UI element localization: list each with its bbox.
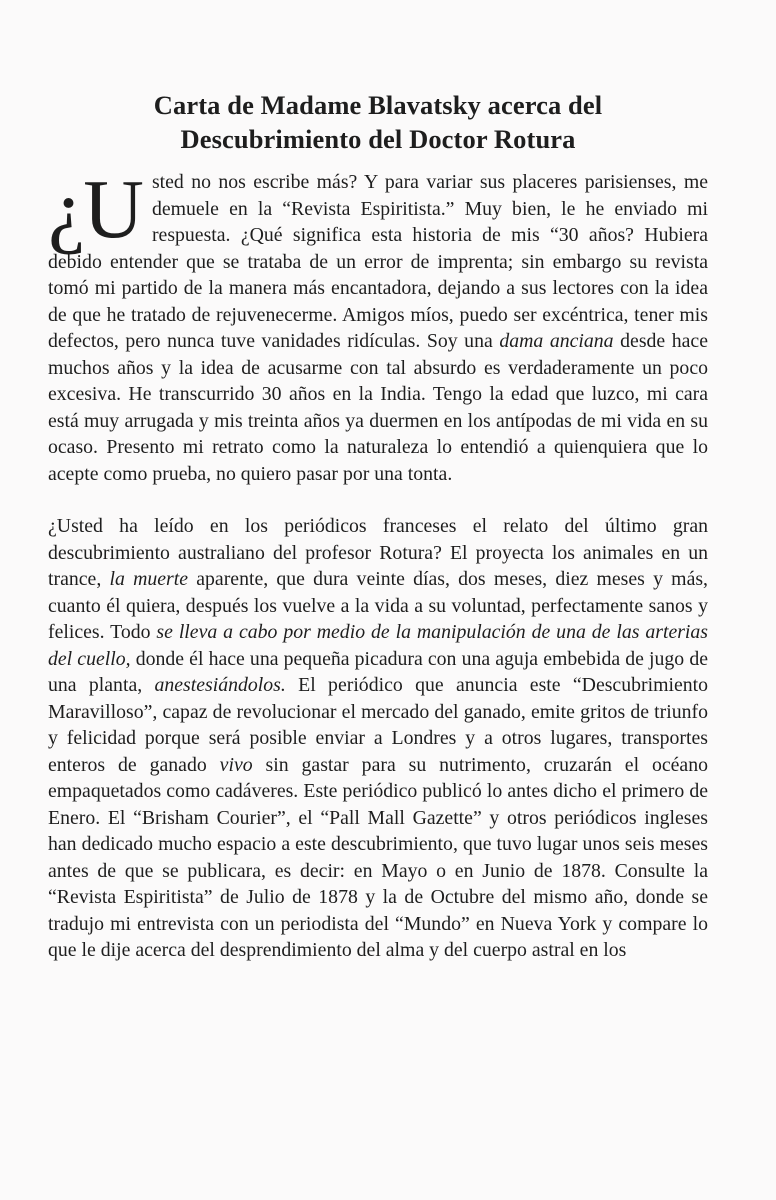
paragraph-2-text-5: sin gastar para su nutrimento, cruzarán el océano empaquetados como cadáveres. Este periódico publicó lo antes dicho el primero de Enero. El “Brisham Courier”, el “Pall Mall Gazette” y otros periódicos ingleses han dedicado mucho espacio a este descubrimiento, que tuvo lugar unos seis meses antes de que se publicara, es decir: en Mayo o en Junio de 1878. Consulte la “Revista Espiritista” de Julio de 1878 y la de Octubre del mismo año, donde se tradujo mi entrevista con un periodista del “Mundo” en Nueva York y compare lo que le dije acerca del desprendimiento del alma y del cuerpo astral en los (48, 753, 708, 961)
paragraph-2-text-3: donde él hace una pequeña picadura con una aguja embebida de jugo de una planta, (48, 647, 708, 696)
page-title (48, 88, 708, 156)
paragraph-1-text-2: desde hace muchos años y la idea de acusarme con tal absurdo es verdaderamente un poco excesiva. He transcurrido 30 años en la India. Tengo la edad que luzco, mi cara está muy arrugada y mis treinta años ya duermen en los antípodas de mi vida en su ocaso. Presento mi retrato como la naturaleza lo entendió a quienquiera que lo acepte como prueba, no quiero pasar por una tonta. (48, 330, 708, 485)
paragraph-1 (48, 163, 708, 487)
paragraph-1-italic-1: dama anciana (499, 330, 614, 352)
drop-cap: ¿U (48, 163, 142, 256)
paragraph-2 (48, 513, 708, 964)
paragraph-1-text-1: sted no nos escribe más? Y para variar sus placeres parisienses, me demuele en la “Revista Espiritista.” Muy bien, le he enviado mi respuesta. ¿Qué significa esta historia de mis “30 años? Hubiera debido entender que se trataba de un error de imprenta; sin embargo su revista tomó mi partido de la manera más encantadora, dejando a sus lectores con la idea de que he tratado de rejuvenecerme. Amigos míos, puedo ser excéntrica, tener mis defectos, pero nunca tuve vanidades ridículas. Soy una (48, 171, 708, 352)
paragraph-2-text-4: El periódico que anuncia este “Descubrimiento Maravilloso”, capaz de revolucionar el mercado del ganado, emite gritos de triunfo y felicidad porque será posible enviar a Londres y a otros lugares, transportes enteros de ganado (48, 674, 709, 776)
paragraph-2-italic-1: la muerte (109, 568, 189, 590)
title-line-2: Descubrimiento del Doctor Rotura (180, 124, 576, 154)
paragraph-2-italic-2: se lleva a cabo por medio de la manipulación de una de las arterias del cuello, (48, 621, 709, 670)
paragraph-2-text-2: aparente, que dura veinte días, dos meses, diez meses y más, cuanto él quiera, después los vuelve a la vida a su voluntad, perfectamente sanos y felices. Todo (48, 568, 708, 643)
paragraph-2-text-1: ¿Usted ha leído en los periódicos franceses el relato del último gran descubrimiento australiano del profesor Rotura? El proyecta los animales en un trance, (48, 515, 708, 590)
document-page (48, 88, 708, 964)
paragraph-2-italic-4: vivo (219, 753, 253, 776)
paragraph-2-italic-3: anestesiándolos. (154, 674, 286, 696)
title-line-1: Carta de Madame Blavatsky acerca del (153, 90, 603, 120)
